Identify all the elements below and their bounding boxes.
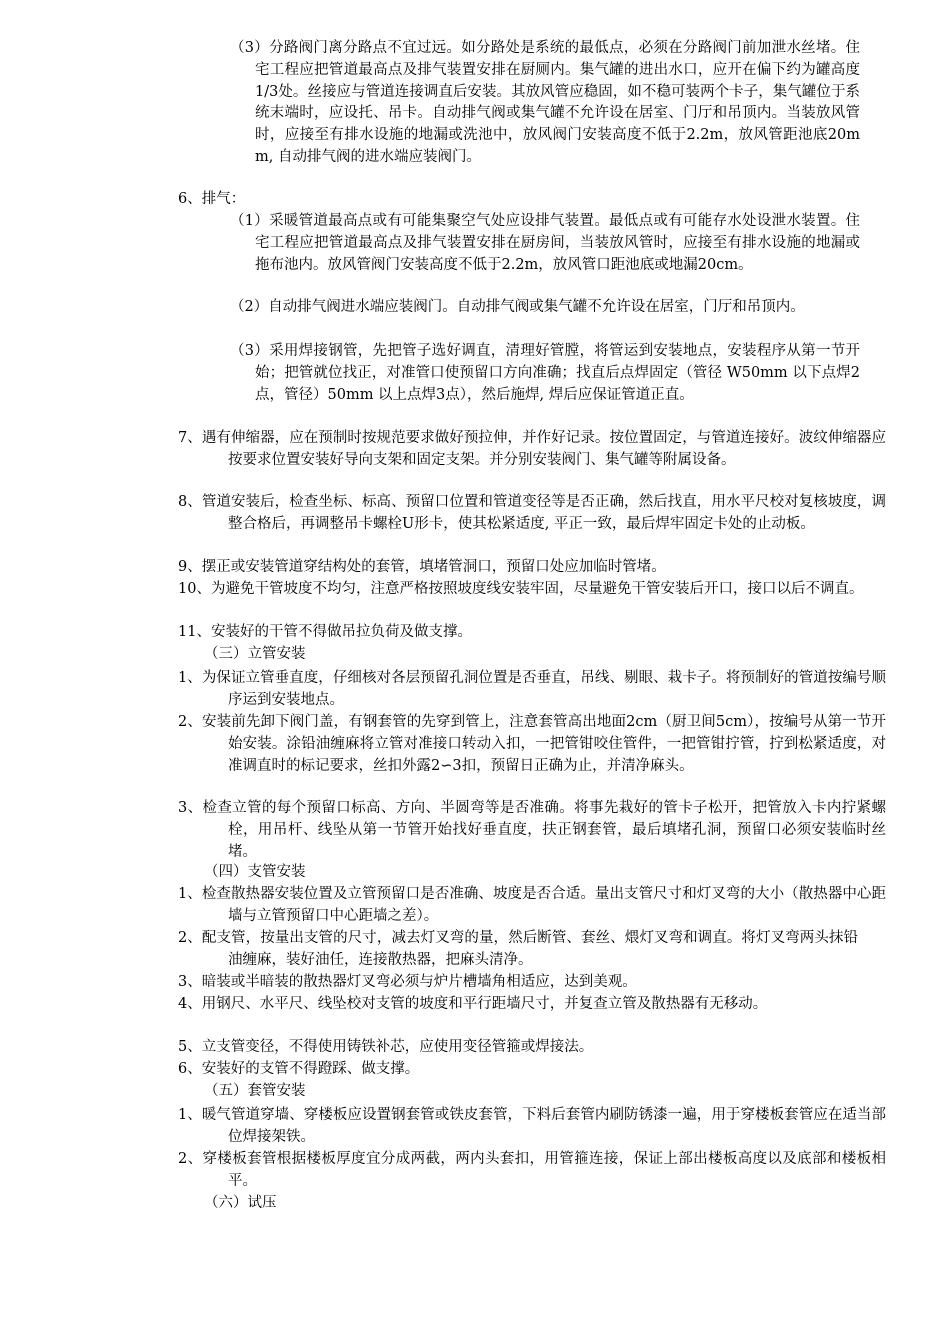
item-number: 7、 — [178, 430, 202, 446]
section-heading-riser: （三）立管安装 — [204, 646, 306, 662]
item-number: 1、 — [178, 1107, 202, 1123]
paragraph-branch-4 — [178, 994, 886, 1016]
paragraph-exhaust-3 — [230, 341, 860, 406]
section-heading-pressure-test: （六）试压 — [204, 1195, 277, 1211]
item-number: （2） — [230, 299, 269, 315]
item-text: 为避免干管坡度不均匀，注意严格按照坡度线安装牢固，尽量避免干管安装后开口，接口以后不调直。 — [210, 581, 864, 597]
item-text: 摆正或安装管道穿结构处的套管，填堵管洞口，预留口处应加临时管堵。 — [201, 559, 666, 575]
item-number: （3） — [230, 343, 270, 359]
item-text: 立支管变径，不得使用铸铁补芯，应使用变径管箍或焊接法。 — [201, 1039, 594, 1055]
item-number: 4、 — [178, 996, 202, 1012]
item-number: 2、 — [178, 714, 202, 730]
section-heading-sleeve: （五）套管安装 — [204, 1083, 306, 1099]
item-number: （3） — [230, 40, 270, 56]
item-text: 配支管，按量出支管的尺寸，减去灯叉弯的量，然后断管、套丝、煨灯叉弯和调直。将灯叉弯两头抹铅油缠麻，装好油任，连接散热器，把麻头清净。 — [201, 930, 858, 968]
section-heading-branch: （四）支管安装 — [204, 864, 306, 880]
paragraph-exhaust-1 — [230, 211, 860, 276]
paragraph-sleeve-1 — [178, 1105, 886, 1149]
item-number: 2、 — [178, 930, 202, 946]
item-text: 暗装或半暗装的散热器灯叉弯必须与炉片槽墙角相适应，达到美观。 — [201, 974, 637, 990]
paragraph-branch-3 — [178, 972, 886, 994]
paragraph-branch-5 — [178, 1037, 886, 1059]
item-text: 安装好的支管不得蹬踩、做支撑。 — [201, 1061, 420, 1077]
item-number: 5、 — [178, 1039, 202, 1055]
item-text: 管道安装后，检查坐标、标高、预留口位置和管道变径等是否正确，然后找直，用水平尺校对复核坡度，调整合格后，再调整吊卡螺栓U形卡，使其松紧适度, 平正一致，最后焊牢固定卡处的止动板。 — [201, 494, 886, 532]
paragraph-item-11 — [178, 622, 886, 644]
paragraph-branch-1 — [178, 884, 886, 928]
item-number: 6、 — [178, 191, 202, 207]
paragraph-riser-2 — [178, 712, 886, 777]
item-text: 排气： — [201, 191, 246, 207]
paragraph-exhaust-2 — [230, 297, 860, 319]
paragraph-riser-1 — [178, 668, 886, 712]
paragraph-branch-6 — [178, 1059, 886, 1081]
paragraph-sleeve-2 — [178, 1149, 886, 1193]
item-text: 遇有伸缩器，应在预制时按规范要求做好预拉伸，并作好记录。按位置固定，与管道连接好。波纹伸缩器应按要求位置安装好导向支架和固定支架。并分别安装阀门、集气罐等附属设备。 — [201, 430, 886, 468]
item-number: 6、 — [178, 1061, 202, 1077]
item-text: 分路阀门离分路点不宜过远。如分路处是系统的最低点，必须在分路阀门前加泄水丝堵。住宅工程应把管道最高点及排气装置安排在厨厕内。集气罐的进出水口，应开在偏下约为罐高度1/3处。丝接应与管道连接调直后安装。其放风管应稳固，如不稳可装两个卡子，集气罐位于系统末端时，应设托、吊卡。自动排气阀或集气罐不允许设在居室、门厅和吊顶内。当装放风管时，应接至有排水设施的地漏或洗池中，放风阀门安装高度不低于2.2m，放风管距池底20mm, 自动排气阀的进水端应装阀门。 — [255, 40, 860, 165]
item-text: 采用焊接钢管，先把管子选好调直，清理好管膛，将管运到安装地点，安装程序从第一节开始；把管就位找正，对准管口使预留口方向准确；找直后点焊固定（管径 W50mm 以下点焊2点，管径）50mm 以上点焊3点），然后施焊, 焊后应保证管道正直。 — [255, 343, 860, 403]
item-number: 2、 — [178, 1151, 203, 1167]
item-text: 安装好的干管不得做吊拉负荷及做支撑。 — [210, 624, 472, 640]
item-number: 1、 — [178, 886, 202, 902]
item-number: 11、 — [178, 624, 211, 640]
item-text: 检查散热器安装位置及立管预留口是否准确、坡度是否合适。量出支管尺寸和灯叉弯的大小（散热器中心距墙与立管预留口中心距墙之差）。 — [201, 886, 886, 924]
paragraph-branch-2 — [178, 928, 858, 972]
item-text: 自动排气阀进水端应装阀门。自动排气阀或集气罐不允许设在居室，门厅和吊顶内。 — [268, 299, 805, 315]
item-number: （1） — [230, 213, 270, 229]
paragraph-item-7 — [178, 428, 886, 472]
paragraph-item-9 — [178, 557, 886, 579]
item-number: 1、 — [178, 670, 202, 686]
paragraph-item-8 — [178, 492, 886, 536]
paragraph-item-10 — [178, 579, 893, 601]
item-text: 采暖管道最高点或有可能集聚空气处应设排气装置。最低点或有可能存水处设泄水装置。住宅工程应把管道最高点及排气装置安排在厨房间，当装放风管时，应接至有排水设施的地漏或拖布池内。放风管阀门安装高度不低于2.2m，放风管口距池底或地漏20cm。 — [255, 213, 860, 273]
item-text: 穿楼板套管根据楼板厚度宜分成两截，两内头套扣，用管箍连接，保证上部出楼板高度以及底部和楼板相平。 — [202, 1151, 886, 1189]
item-text: 检查立管的每个预留口标高、方向、半圆弯等是否准确。将事先栽好的管卡子松开，把管放入卡内拧紧螺栓，用吊杆、线坠从第一节管开始找好垂直度，扶正钢套管，最后填堵孔洞，预留口必须安装临时丝堵。 — [202, 800, 886, 860]
item-number: 9、 — [178, 559, 202, 575]
item-text: 为保证立管垂直度，仔细核对各层预留孔洞位置是否垂直，吊线、剔眼、栽卡子。将预制好的管道按编号顺序运到安装地点。 — [201, 670, 886, 708]
item-number: 10、 — [178, 581, 211, 597]
item-6-heading — [178, 189, 245, 211]
item-text: 安装前先卸下阀门盖，有钢套管的先穿到管上，注意套管高出地面2cm（厨卫间5cm），按编号从第一节开始安装。涂铅油缠麻将立管对准接口转动入扣，一把管钳咬住管件，一把管钳拧管，拧到松紧适度，对准调直时的标记要求，丝扣外露2∽3扣，预留日正确为止，并清净麻头。 — [201, 714, 886, 774]
item-text: 暖气管道穿墙、穿楼板应设置钢套管或铁皮套管，下料后套管内刷防锈漆一遍，用于穿楼板套管应在适当部位焊接架铁。 — [201, 1107, 886, 1145]
item-text: 用钢尺、水平尺、线坠校对支管的坡度和平行距墙尺寸，并复查立管及散热器有无移动。 — [201, 996, 768, 1012]
item-number: 3、 — [178, 974, 202, 990]
item-number: 8、 — [178, 494, 202, 510]
paragraph-valve-location — [230, 38, 860, 169]
item-number: 3、 — [178, 800, 203, 816]
paragraph-riser-3 — [178, 798, 886, 863]
